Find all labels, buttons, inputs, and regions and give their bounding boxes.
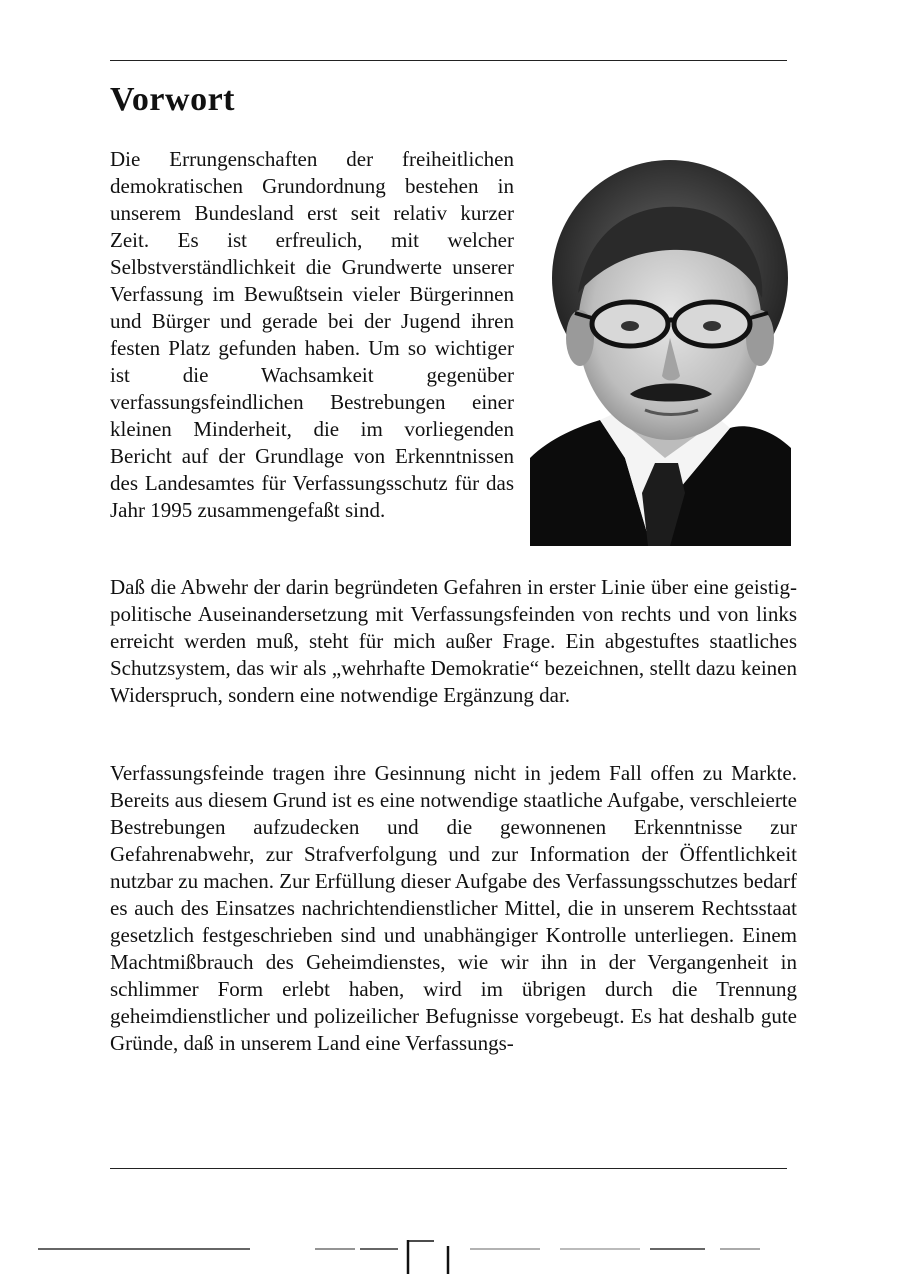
paragraph-3: Verfassungsfeinde tragen ihre Gesinnung nicht in jedem Fall offen zu Markte. Bereits aus diesem Grund ist es eine notwendige staatliche Aufgabe, verschleierte Bestrebungen aufzudecken und die gewonnenen Erkenntnisse zur Gefahrenabwehr, zur Strafverfolgung und zur Information der Öffentlichkeit nutzbar zu machen. Zur Erfüllung dieser Aufgabe des Verfassungsschutzes bedarf es auch des Einsatzes nachrichtendienstlicher Mittel, die in unserem Rechtsstaat gesetzlich festgeschrieben sind und unabhängiger Kontrolle unterliegen. Einem Machtmißbrauch des Geheimdienstes, wie wir ihn in der Vergangenheit in schlimmer Form erlebt haben, wird im übrigen durch die Trennung geheimdienstlicher und polizeilicher Befugnisse vorgebeugt. Es hat deshalb gute Gründe, daß in unserem Land eine Verfassungs- [110, 761, 797, 1055]
portrait-photo [530, 158, 791, 546]
top-rule [110, 60, 787, 61]
paragraph-2: Daß die Abwehr der darin begründeten Gefahren in erster Linie über eine geistig-politische Auseinandersetzung mit Verfassungsfeinden von rechts und von links erreicht werden muß, steht für mich außer Frage. Ein abgestuftes staatliches Schutzsystem, das wir als „wehrhafte Demokratie“ bezeichnen, stellt dazu keinen Widerspruch, sondern eine notwendige Ergänzung dar. [110, 575, 797, 707]
scan-artifact-marks [0, 1236, 900, 1274]
page-title: Vorwort [110, 81, 235, 118]
paragraph-1: Die Errungenschaften der freiheitlichen demokratischen Grundordnung bestehen in unserem Bundesland erst seit relativ kurzer Zeit. Es ist erfreulich, mit welcher Selbstverständlichkeit die Grundwerte unserer Verfassung im Bewußtsein vieler Bürgerinnen und Bürger und gerade bei der Jugend ihren festen Platz gefunden haben. Um so wichtiger ist die Wachsamkeit gegenüber verfassungsfeindlichen Bestrebungen einer kleinen Minderheit, die im vorliegenden Bericht auf der Grundlage von Erkenntnissen des Landesamtes für Verfassungsschutz für das Jahr 1995 zusammengefaßt sind. [110, 147, 514, 522]
bottom-rule [110, 1168, 787, 1169]
